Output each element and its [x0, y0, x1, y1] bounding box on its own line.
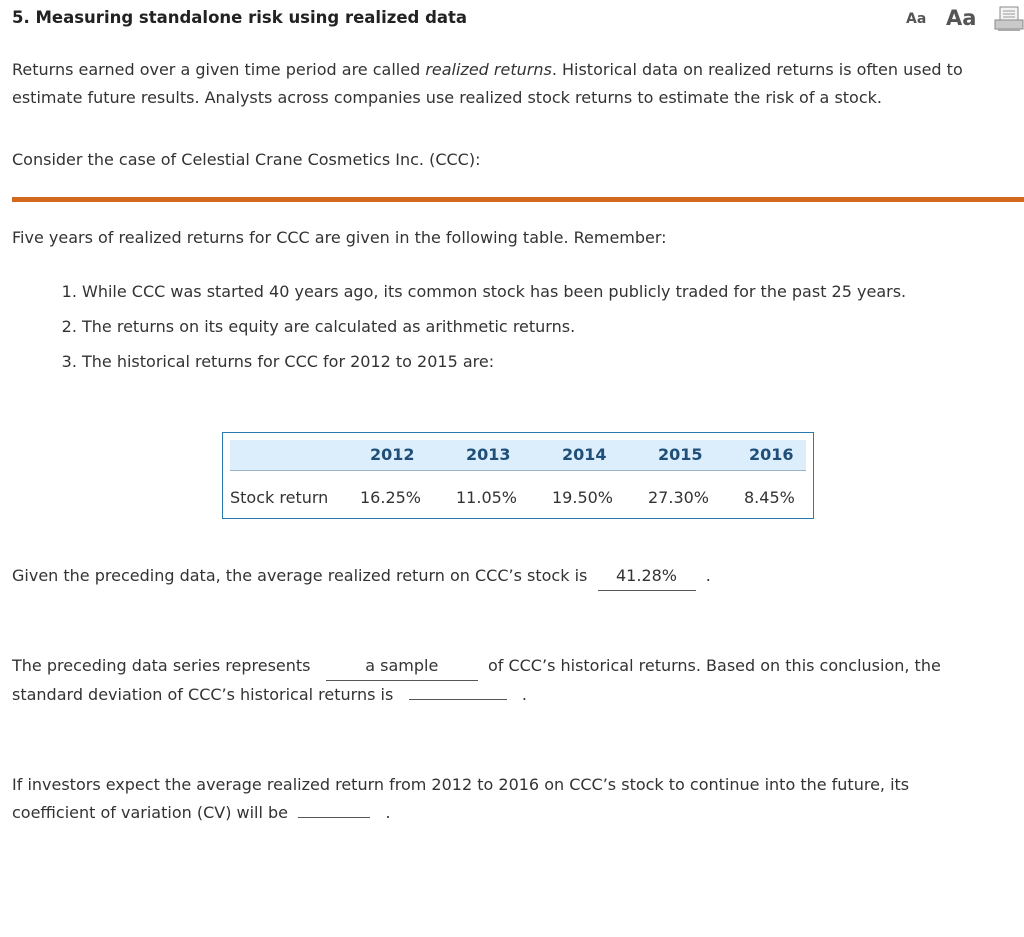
year-header: 2012 [370, 445, 415, 464]
year-header: 2015 [658, 445, 703, 464]
rule-item-3: 3. The historical returns for CCC for 2012 to 2015 are: [82, 348, 932, 376]
year-header: 2016 [749, 445, 794, 464]
rule-item-1: 1. While CCC was started 40 years ago, its common stock has been publicly traded for the past 25 years. [82, 278, 932, 306]
question-std-dev [12, 652, 1018, 709]
returns-table [222, 432, 814, 519]
intro-emphasis: realized returns [425, 60, 552, 79]
page-title: 5. Measuring standalone risk using realized data [12, 8, 468, 27]
case-text: Consider the case of Celestial Crane Cosmetics Inc. (CCC): [12, 150, 481, 169]
data-series-dropdown[interactable]: a sample [326, 652, 478, 681]
return-value: 8.45% [744, 488, 795, 507]
q2-text-3: standard deviation of CCC’s historical returns is [12, 685, 394, 704]
q2-text-1: The preceding data series represents [12, 656, 311, 675]
intro-text-1: Returns earned over a given time period are called [12, 60, 426, 79]
cv-dropdown[interactable] [298, 799, 370, 818]
question-average-return [12, 562, 1018, 591]
return-value: 19.50% [552, 488, 614, 507]
return-value: 16.25% [360, 488, 422, 507]
increase-font-button[interactable]: Aa [946, 6, 977, 30]
table-header-row [230, 440, 806, 471]
q3-text-2: coefficient of variation (CV) will be [12, 803, 289, 822]
std-dev-dropdown[interactable] [409, 681, 507, 700]
average-return-dropdown[interactable]: 41.28% [598, 562, 696, 591]
q3-period: . [385, 803, 391, 822]
year-header: 2013 [466, 445, 511, 464]
row-label: Stock return [230, 488, 329, 507]
intro-paragraph [12, 56, 1018, 112]
return-value: 27.30% [648, 488, 710, 507]
q1-text: Given the preceding data, the average realized return on CCC’s stock is [12, 566, 588, 585]
intro-text-2: . Historical data on realized returns is often used to estimate future results. Analysts across companies use realized stock returns to estimate the risk of a stock. [12, 60, 963, 107]
q1-period: . [705, 566, 711, 585]
rule-item-2: 2. The returns on its equity are calculated as arithmetic returns. [82, 313, 932, 341]
year-header: 2014 [562, 445, 607, 464]
q3-text-1: If investors expect the average realized return from 2012 to 2016 on CCC’s stock to continue into the future, its [12, 775, 910, 794]
decrease-font-button[interactable]: Aa [906, 11, 927, 27]
q2-period: . [521, 685, 527, 704]
section-divider [12, 197, 1024, 202]
printer-icon[interactable] [993, 6, 1024, 32]
question-cv [12, 771, 1018, 827]
q2-text-2: of CCC’s historical returns. Based on this conclusion, the [487, 656, 941, 675]
five-years-text: Five years of realized returns for CCC are given in the following table. Remember: [12, 228, 667, 247]
return-value: 11.05% [456, 488, 518, 507]
rules-list [0, 278, 932, 383]
